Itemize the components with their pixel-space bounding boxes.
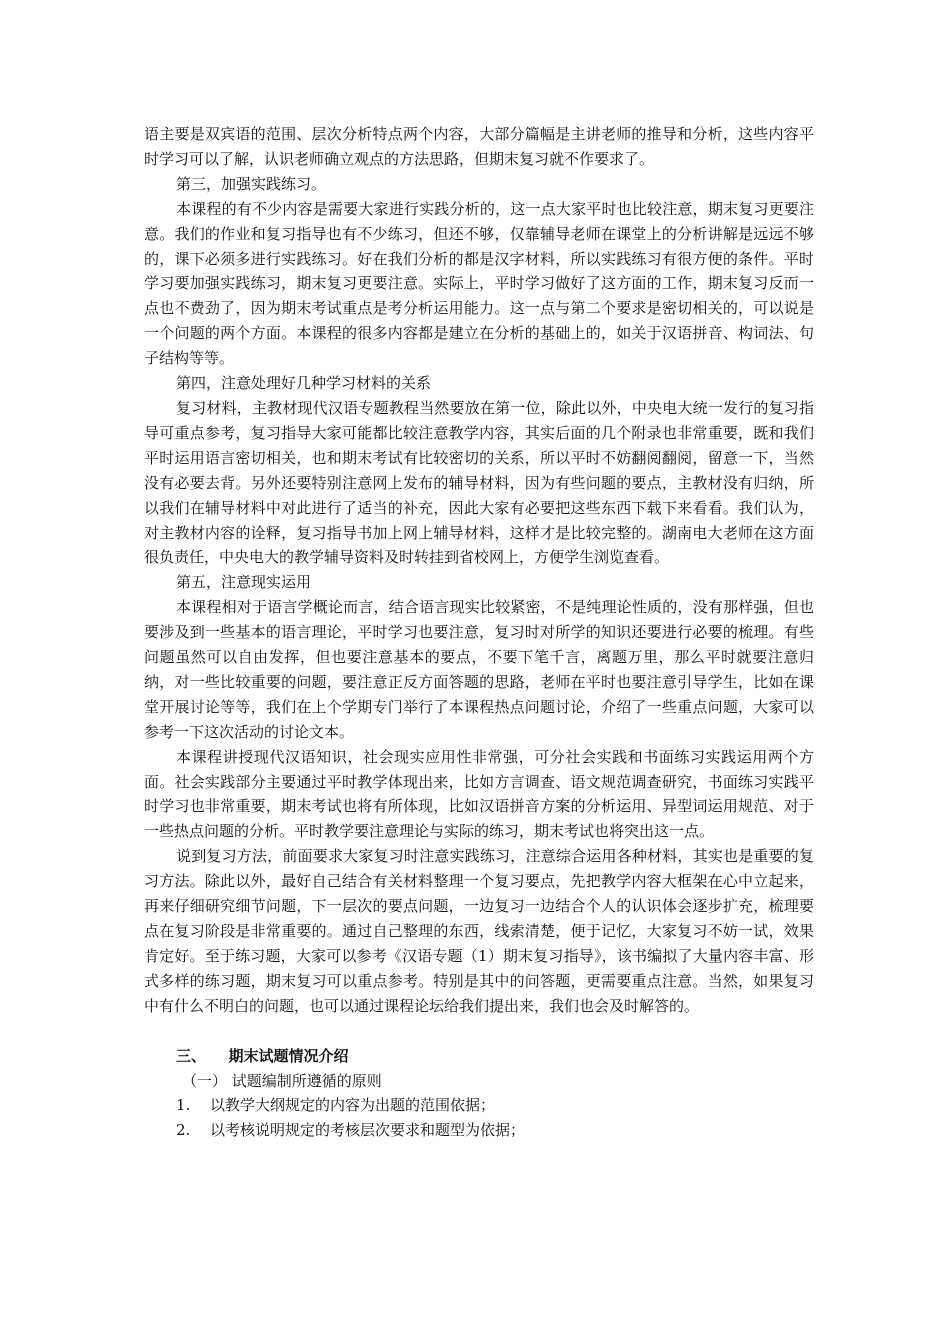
point-heading: 第三，加强实践练习。: [176, 174, 327, 193]
list-item-text: 以教学大纲规定的内容为出题的范围依据；: [210, 1096, 496, 1115]
section-number: 三、: [176, 1046, 207, 1065]
paragraph: 本课程讲授现代汉语知识，社会现实应用性非常强，可分社会实践和书面练习实践运用两个方面。社会实践部分主要通过平时教学体现出来，比如方言调查、语文规范调查研究，书面练习实践平时学习也非常重要，期末考试也将有所体现，比如汉语拼音方案的分析运用、异型词运用规范、对于一些热点问题的分析。平时教学要注意理论与实际的练习，期末考试也将突出这一点。: [144, 747, 814, 841]
list-item-number: 1.: [176, 1096, 191, 1115]
paragraph: 本课程的有不少内容是需要大家进行实践分析的，这一点大家平时也比较注意，期末复习更要注意。我们的作业和复习指导也有不少练习，但还不够，仅靠辅导老师在课堂上的分析讲解是远远不够的，课下必须多进行实践练习。好在我们分析的都是汉字材料，所以实践练习有很方便的条件。平时学习要加强实践练习，期末复习更要注意。实际上，平时学习做好了这方面的工作，期末复习反而一点也不费劲了，因为期末考试重点是考分析运用能力。这一点与第二个要求是密切相关的，可以说是一个问题的两个方面。本课程的很多内容都是建立在分析的基础上的，如关于汉语拼音、构词法、句子结构等等。: [144, 199, 814, 368]
paragraph: 本课程相对于语言学概论而言，结合语言现实比较紧密，不是纯理论性质的，没有那样强，但也要涉及到一些基本的语言理论，平时学习也要注意，复习时对所学的知识还要进行必要的梳理。有些问题虽然可以自由发挥，但也要注意基本的要点，不要下笔千言，离题万里，那么平时就要注意归纳，对一些比较重要的问题，要注意正反方面答题的思路，老师在平时也要注意引导学生，比如在课堂开展讨论等等，我们在上个学期专门举行了本课程热点问题讨论，介绍了一些重点问题，大家可以参考一下这次活动的讨论文本。: [144, 598, 814, 741]
section-heading: [144, 1044, 814, 1069]
list-item-text: 以考核说明规定的考核层次要求和题型为依据；: [210, 1121, 526, 1140]
document-page: [144, 122, 814, 1143]
list-item: [144, 1093, 814, 1118]
point-heading: 第四，注意处理好几种学习材料的关系: [176, 374, 432, 393]
section-title: 期末试题情况介绍: [228, 1046, 349, 1065]
paragraph: 复习材料，主教材现代汉语专题教程当然要放在第一位，除此以外，中央电大统一发行的复习指导可重点参考，复习指导大家可能都比较注意教学内容，其实后面的几个附录也非常重要，既和我们平时运用语言密切相关，也和期末考试有比较密切的关系，所以平时不妨翻阅翻阅，留意一下，当然没有必要去背。另外还要特别注意网上发布的辅导材料，因为有些问题的要点，主教材没有归纳，所以我们在辅导材料中对此进行了适当的补充，因此大家有必要把这些东西下载下来看看。我们认为，对主教材内容的诠释，复习指导书加上网上辅导材料，这样才是比较完整的。湖南电大老师在这方面很负责任，中央电大的教学辅导资料及时转挂到省校网上，方便学生浏览查看。: [144, 398, 814, 567]
point-heading: 第五，注意现实运用: [176, 573, 312, 592]
list-item-number: 2.: [176, 1121, 191, 1140]
paragraph: 说到复习方法，前面要求大家复习时注意实践练习，注意综合运用各种材料，其实也是重要的复习方法。除此以外，最好自己结合有关材料整理一个复习要点，先把教学内容大框架在心中立起来，再来仔细研究细节问题，下一层次的要点问题，一边复习一边结合个人的认识体会逐步扩充，梳理要点在复习阶段是非常重要的。通过自己整理的东西，线索清楚，便于记忆，大家复习不妨一试，效果肯定好。至于练习题，大家可以参考《汉语专题（1）期末复习指导》，该书编拟了大量内容丰富、形式多样的练习题，期末复习可以重点参考。特别是其中的问答题，更需要重点注意。当然，如果复习中有什么不明白的问题，也可以通过课程论坛给我们提出来，我们也会及时解答的。: [144, 847, 814, 1015]
list-item: [144, 1118, 814, 1143]
paragraph: 语主要是双宾语的范围、层次分析特点两个内容，大部分篇幅是主讲老师的推导和分析，这些内容平时学习可以了解，认识老师确立观点的方法思路，但期末复习就不作要求了。: [144, 125, 814, 168]
subsection-heading: （一） 试题编制所遵循的原则: [182, 1071, 382, 1090]
